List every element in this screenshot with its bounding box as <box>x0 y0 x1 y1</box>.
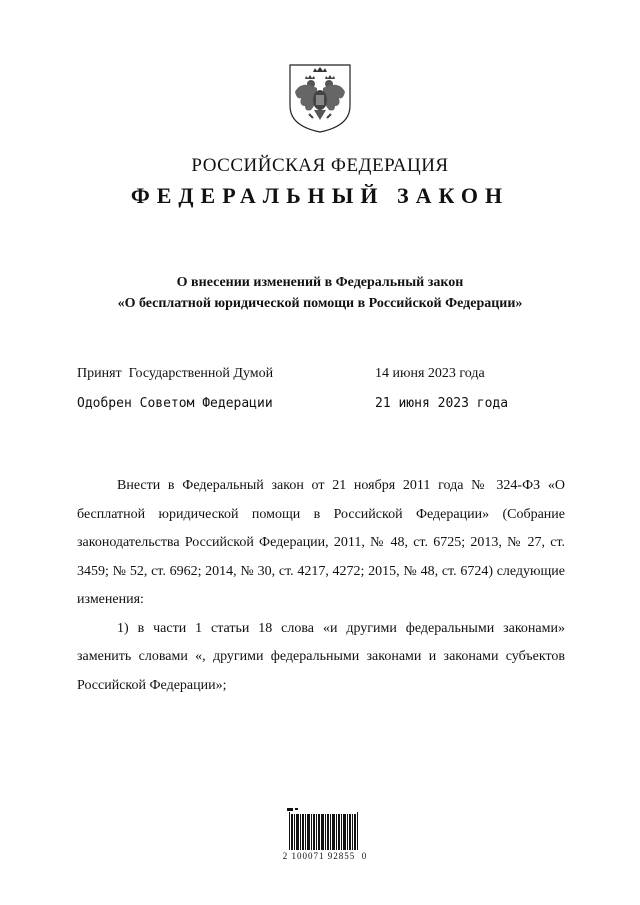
body-paragraph-2: 1) в части 1 статьи 18 слова «и другими федеральными законами» заменить словами «, другими федеральными законами и законами субъектов Российской Федерации»; <box>77 620 565 693</box>
law-title-line-2: «О бесплатной юридической помощи в Российской Федерации» <box>117 296 523 311</box>
law-title-line-1: О внесении изменений в Федеральный закон <box>176 275 464 290</box>
law-body <box>77 472 565 700</box>
country-name: РОССИЙСКАЯ ФЕДЕРАЦИЯ <box>191 155 449 176</box>
duma-adoption-label: Принят Государственной Думой <box>77 366 274 381</box>
document-type: ФЕДЕРАЛЬНЫЙ ЗАКОН <box>130 183 510 208</box>
duma-adoption-date: 14 июня 2023 года <box>375 366 485 381</box>
body-paragraph-1: Внести в Федеральный закон от 21 ноября 2011 года № 324-ФЗ «О бесплатной юридической помощи в Российской Федерации» (Собрание законодательства Российской Федерации, 2011, № 48, ст. 6725; 2013, № 27, ст. 3459; № 52, ст. 6962; 2014, № 30, ст. 4217, 4272; 2015, № 48, ст. 6724) следующие изменения: <box>77 478 565 607</box>
barcode-icon <box>283 808 365 878</box>
council-approval-label: Одобрен Советом Федерации <box>77 396 273 411</box>
barcode-number: 2 100071 92855 0 <box>282 851 368 861</box>
law-title <box>0 272 640 314</box>
coat-of-arms-icon <box>287 62 353 134</box>
council-approval-date: 21 июня 2023 года <box>375 396 509 411</box>
